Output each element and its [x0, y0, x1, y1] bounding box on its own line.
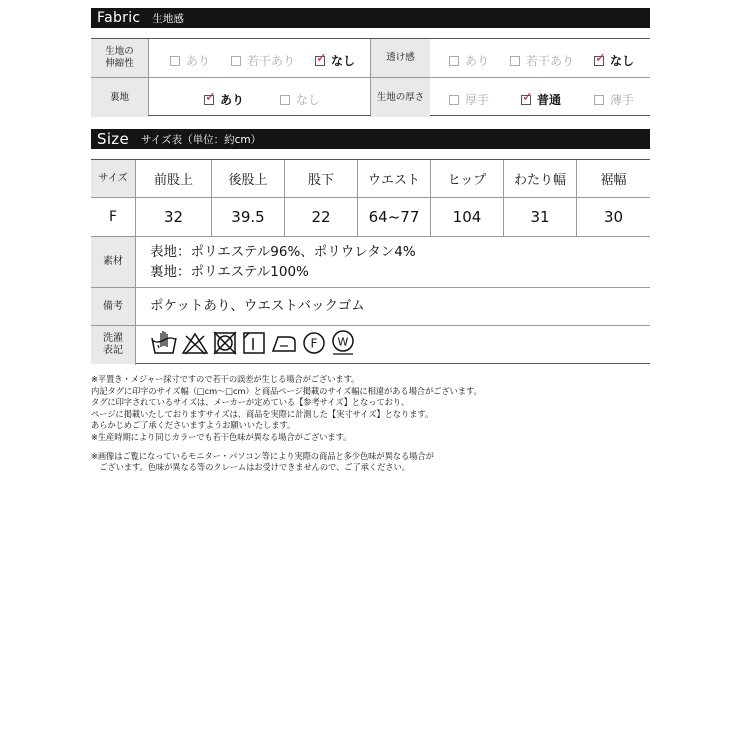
dry-clean-letter: F — [310, 336, 318, 351]
size-header-cell: サイズ — [91, 160, 135, 197]
fabric-title-jp: 生地感 — [152, 12, 184, 25]
hem-width-value: 30 — [603, 208, 624, 226]
note-line: ※生産時期により同じカラーでも若干色味が異なる場合がございます。 — [91, 431, 352, 442]
note-line: ※平置き・メジャー採寸ですので若干の誤差が生じる場合がございます。 — [91, 374, 360, 384]
wet-clean-w-icon — [330, 329, 356, 357]
note-line: ※画像はご覧になっているモニター・パソコン等により実際の商品と多少色味が異なる場合が — [91, 450, 434, 461]
thickness-option-thin[interactable]: 薄手 — [594, 91, 634, 108]
front-rise-value: 32 — [163, 208, 184, 226]
fabric-table — [91, 38, 650, 116]
size-value: F — [108, 209, 118, 225]
thickness-option-thick[interactable]: 厚手 — [449, 91, 489, 108]
waist-value: 64~77 — [368, 208, 420, 226]
hem-width-header: 裾幅 — [600, 173, 627, 188]
checkbox-icon — [231, 56, 241, 66]
size-title-en: Size — [97, 130, 129, 148]
notes — [91, 374, 651, 474]
wet-clean-letter: W — [337, 335, 349, 349]
thigh-width-value: 31 — [530, 208, 550, 226]
material-label: 素材 — [91, 237, 135, 287]
lining-option-no[interactable]: なし — [280, 91, 320, 108]
dry-clean-f-icon — [301, 330, 327, 356]
waist-header: ウエスト — [367, 173, 420, 188]
line-dry-shade-icon — [241, 330, 267, 356]
stretch-option-none[interactable]: ✓ なし — [316, 50, 356, 68]
care-icons — [150, 329, 356, 357]
back-rise-value: 39.5 — [231, 208, 265, 226]
iron-low-icon — [270, 330, 298, 356]
back-rise-header: 後股上 — [228, 173, 268, 188]
fabric-title-en: Fabric — [97, 10, 141, 26]
thickness-label: 生地の厚さ — [371, 78, 430, 117]
checkbox-icon — [594, 95, 604, 105]
front-rise-header: 前股上 — [153, 173, 193, 188]
sheer-option-slight[interactable]: 若干あり — [510, 52, 574, 69]
hip-value: 104 — [452, 208, 482, 226]
sheer-option-yes[interactable]: あり — [449, 52, 489, 69]
stretch-label: 生地の 伸縮性 — [91, 39, 148, 77]
stretch-option-yes[interactable]: あり — [170, 52, 210, 69]
material-line-1: 表地：ポリエステル96%、ポリウレタン4% — [150, 244, 416, 260]
remarks-label: 備考 — [91, 288, 135, 325]
material-line-2: 裏地：ポリエステル100% — [150, 264, 309, 280]
hand-wash-icon — [150, 330, 178, 356]
sheer-option-none[interactable]: ✓ なし — [595, 50, 635, 68]
lining-option-yes[interactable]: ✓ あり — [205, 89, 245, 107]
stretch-option-slight[interactable]: 若干あり — [231, 52, 295, 69]
note-line: 内記タグに印字のサイズ幅（□cm〜□cm）と商品ページ掲載のサイズ幅に相違がある場合がございます。 — [91, 385, 482, 396]
checkbox-icon — [449, 56, 459, 66]
checked-checkbox-icon: ✓ — [316, 50, 327, 66]
size-title-jp: サイズ表（単位：約cm） — [141, 133, 262, 146]
checkbox-icon — [170, 56, 180, 66]
thigh-width-header: わたり幅 — [513, 173, 566, 188]
size-table — [91, 159, 650, 364]
size-section-header — [91, 129, 650, 149]
checked-checkbox-icon: ✓ — [522, 89, 533, 105]
note-line: ございます。色味が異なる等のクレームはお受けできませんので、ご了承ください。 — [91, 462, 410, 473]
lining-label: 裏地 — [91, 78, 148, 117]
care-label: 洗濯 表記 — [91, 326, 135, 364]
note-line: ページに掲載いたしておりますサイズは、商品を実際に計測した【実寸サイズ】となります。 — [91, 408, 434, 419]
no-bleach-icon — [181, 330, 209, 356]
note-line: あらかじめご了承くださいますようお願いいたします。 — [91, 420, 296, 431]
inseam-header: 股下 — [307, 173, 334, 188]
thickness-option-normal[interactable]: ✓ 普通 — [522, 89, 562, 107]
checkbox-icon — [280, 95, 290, 105]
checkbox-icon — [449, 95, 459, 105]
hip-header: ヒップ — [447, 173, 487, 188]
checked-checkbox-icon: ✓ — [205, 89, 216, 105]
checked-checkbox-icon: ✓ — [595, 50, 606, 66]
remarks-text: ポケットあり、ウエストバックゴム — [150, 298, 365, 314]
inseam-value: 22 — [311, 208, 331, 226]
fabric-section-header — [91, 8, 650, 28]
note-line: タグに印字されているサイズは、メーカーが定めている【参考サイズ】となっており、 — [91, 397, 410, 408]
sheer-label: 透け感 — [371, 39, 430, 77]
checkbox-icon — [510, 56, 520, 66]
no-tumble-dry-icon — [212, 330, 238, 356]
